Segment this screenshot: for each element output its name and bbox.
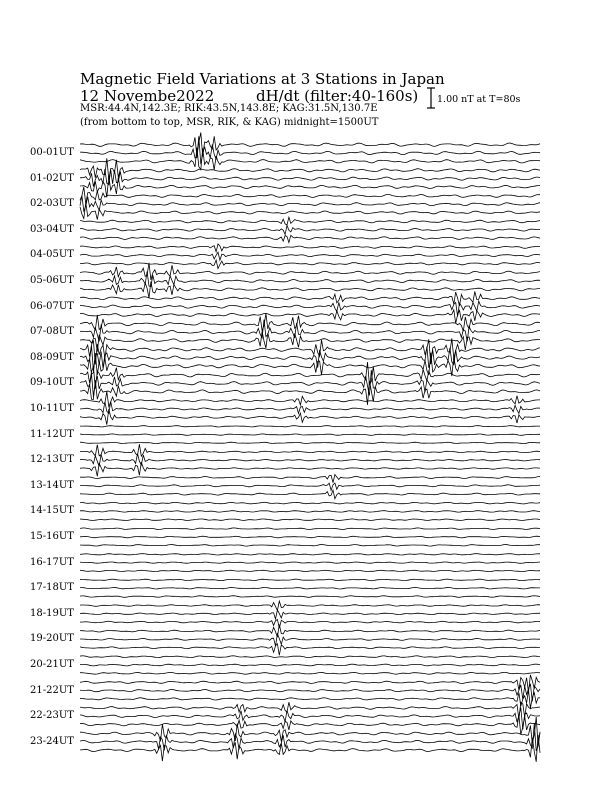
row-label-23-24UT: 23-24UT: [30, 735, 74, 747]
trace-01-02UT-KAG: [80, 176, 540, 198]
trace-15-16UT-RIK: [80, 536, 540, 538]
row-label-08-09UT: 08-09UT: [30, 351, 74, 363]
trace-17-18UT-MSR: [80, 579, 540, 581]
trace-11-12UT-MSR: [80, 426, 540, 427]
row-label-09-10UT: 09-10UT: [30, 377, 74, 389]
trace-18-19UT-MSR: [80, 601, 540, 610]
trace-21-22UT-KAG: [80, 690, 540, 708]
trace-23-24UT-KAG: [80, 735, 540, 762]
chart-title: Magnetic Field Variations at 3 Stations in Japan: [80, 70, 445, 88]
trace-10-11UT-MSR: [80, 392, 540, 407]
trace-15-16UT-KAG: [80, 545, 540, 547]
trace-03-04UT-MSR: [80, 217, 540, 225]
row-label-19-20UT: 19-20UT: [30, 633, 74, 645]
trace-12-13UT-MSR: [80, 444, 540, 456]
row-label-18-19UT: 18-19UT: [30, 607, 74, 619]
row-label-06-07UT: 06-07UT: [30, 300, 74, 312]
row-label-17-18UT: 17-18UT: [30, 582, 74, 594]
trace-04-05UT-RIK: [80, 252, 540, 260]
row-label-12-13UT: 12-13UT: [30, 454, 74, 466]
trace-00-01UT-RIK: [80, 136, 540, 164]
trace-02-03UT-MSR: [80, 187, 540, 204]
chart-date: 12 Novembe2022: [80, 87, 215, 105]
scale-bar-label: 1.00 nT at T=80s: [437, 94, 521, 105]
trace-13-14UT-RIK: [80, 483, 540, 490]
trace-22-23UT-RIK: [80, 708, 540, 730]
trace-13-14UT-MSR: [80, 475, 540, 483]
trace-09-10UT-KAG: [80, 380, 540, 405]
trace-08-09UT-KAG: [80, 353, 540, 377]
scale-bar: [427, 88, 435, 108]
row-label-11-12UT: 11-12UT: [30, 428, 74, 440]
trace-00-01UT-KAG: [80, 148, 540, 170]
trace-17-18UT-RIK: [80, 587, 540, 589]
trace-06-07UT-MSR: [80, 292, 540, 306]
trace-20-21UT-KAG: [80, 672, 540, 674]
trace-03-04UT-KAG: [80, 235, 540, 242]
row-label-07-08UT: 07-08UT: [30, 326, 74, 338]
trace-01-02UT-MSR: [80, 158, 540, 179]
trace-14-15UT-RIK: [80, 511, 540, 513]
trace-20-21UT-RIK: [80, 664, 540, 666]
trace-13-14UT-KAG: [80, 490, 540, 499]
trace-12-13UT-RIK: [80, 454, 540, 467]
trace-19-20UT-RIK: [80, 634, 540, 646]
trace-16-17UT-MSR: [80, 554, 540, 555]
trace-10-11UT-KAG: [80, 409, 540, 425]
row-label-16-17UT: 16-17UT: [30, 556, 74, 568]
trace-05-06UT-MSR: [80, 263, 540, 280]
row-label-04-05UT: 04-05UT: [30, 249, 74, 261]
trace-02-03UT-RIK: [80, 196, 540, 211]
trace-06-07UT-KAG: [80, 310, 540, 324]
trace-15-16UT-MSR: [80, 528, 540, 530]
row-label-15-16UT: 15-16UT: [30, 531, 74, 542]
trace-19-20UT-KAG: [80, 644, 540, 656]
trace-16-17UT-KAG: [80, 570, 540, 571]
trace-20-21UT-MSR: [80, 656, 540, 658]
row-label-05-06UT: 05-06UT: [30, 275, 74, 286]
row-label-02-03UT: 02-03UT: [30, 198, 74, 210]
trace-23-24UT-RIK: [80, 723, 540, 751]
trace-10-11UT-RIK: [80, 402, 540, 414]
trace-08-09UT-MSR: [80, 338, 540, 364]
trace-group: [80, 133, 540, 762]
row-label-22-23UT: 22-23UT: [30, 710, 74, 722]
trace-03-04UT-RIK: [80, 225, 540, 234]
row-label-01-02UT: 01-02UT: [30, 172, 74, 184]
trace-18-19UT-KAG: [80, 619, 540, 628]
trace-07-08UT-KAG: [80, 331, 540, 352]
trace-17-18UT-KAG: [80, 596, 540, 598]
row-label-03-04UT: 03-04UT: [30, 223, 74, 235]
trace-04-05UT-MSR: [80, 244, 540, 252]
row-label-14-15UT: 14-15UT: [30, 505, 74, 517]
station-coordinates: MSR:44.4N,142.3E; RIK:43.5N,143.8E; KAG:31.5N,130.7E: [80, 103, 378, 114]
trace-02-03UT-KAG: [80, 203, 540, 220]
trace-14-15UT-MSR: [80, 502, 540, 504]
trace-11-12UT-KAG: [80, 442, 540, 443]
trace-05-06UT-RIK: [80, 272, 540, 287]
trace-12-13UT-KAG: [80, 462, 540, 476]
row-label-20-21UT: 20-21UT: [30, 659, 74, 670]
trace-14-15UT-KAG: [80, 519, 540, 521]
chart-filter-label: dH/dt (filter:40-160s): [256, 87, 419, 105]
trace-18-19UT-RIK: [80, 610, 540, 619]
trace-16-17UT-RIK: [80, 562, 540, 563]
trace-11-12UT-RIK: [80, 434, 540, 435]
row-label-00-01UT: 00-01UT: [30, 147, 74, 158]
trace-22-23UT-KAG: [80, 715, 540, 735]
row-label-21-22UT: 21-22UT: [30, 684, 74, 696]
trace-19-20UT-MSR: [80, 625, 540, 638]
row-label-13-14UT: 13-14UT: [30, 479, 74, 491]
row-label-10-11UT: 10-11UT: [30, 403, 74, 414]
station-order-note: (from bottom to top, MSR, RIK, & KAG) midnight=1500UT: [80, 117, 379, 128]
